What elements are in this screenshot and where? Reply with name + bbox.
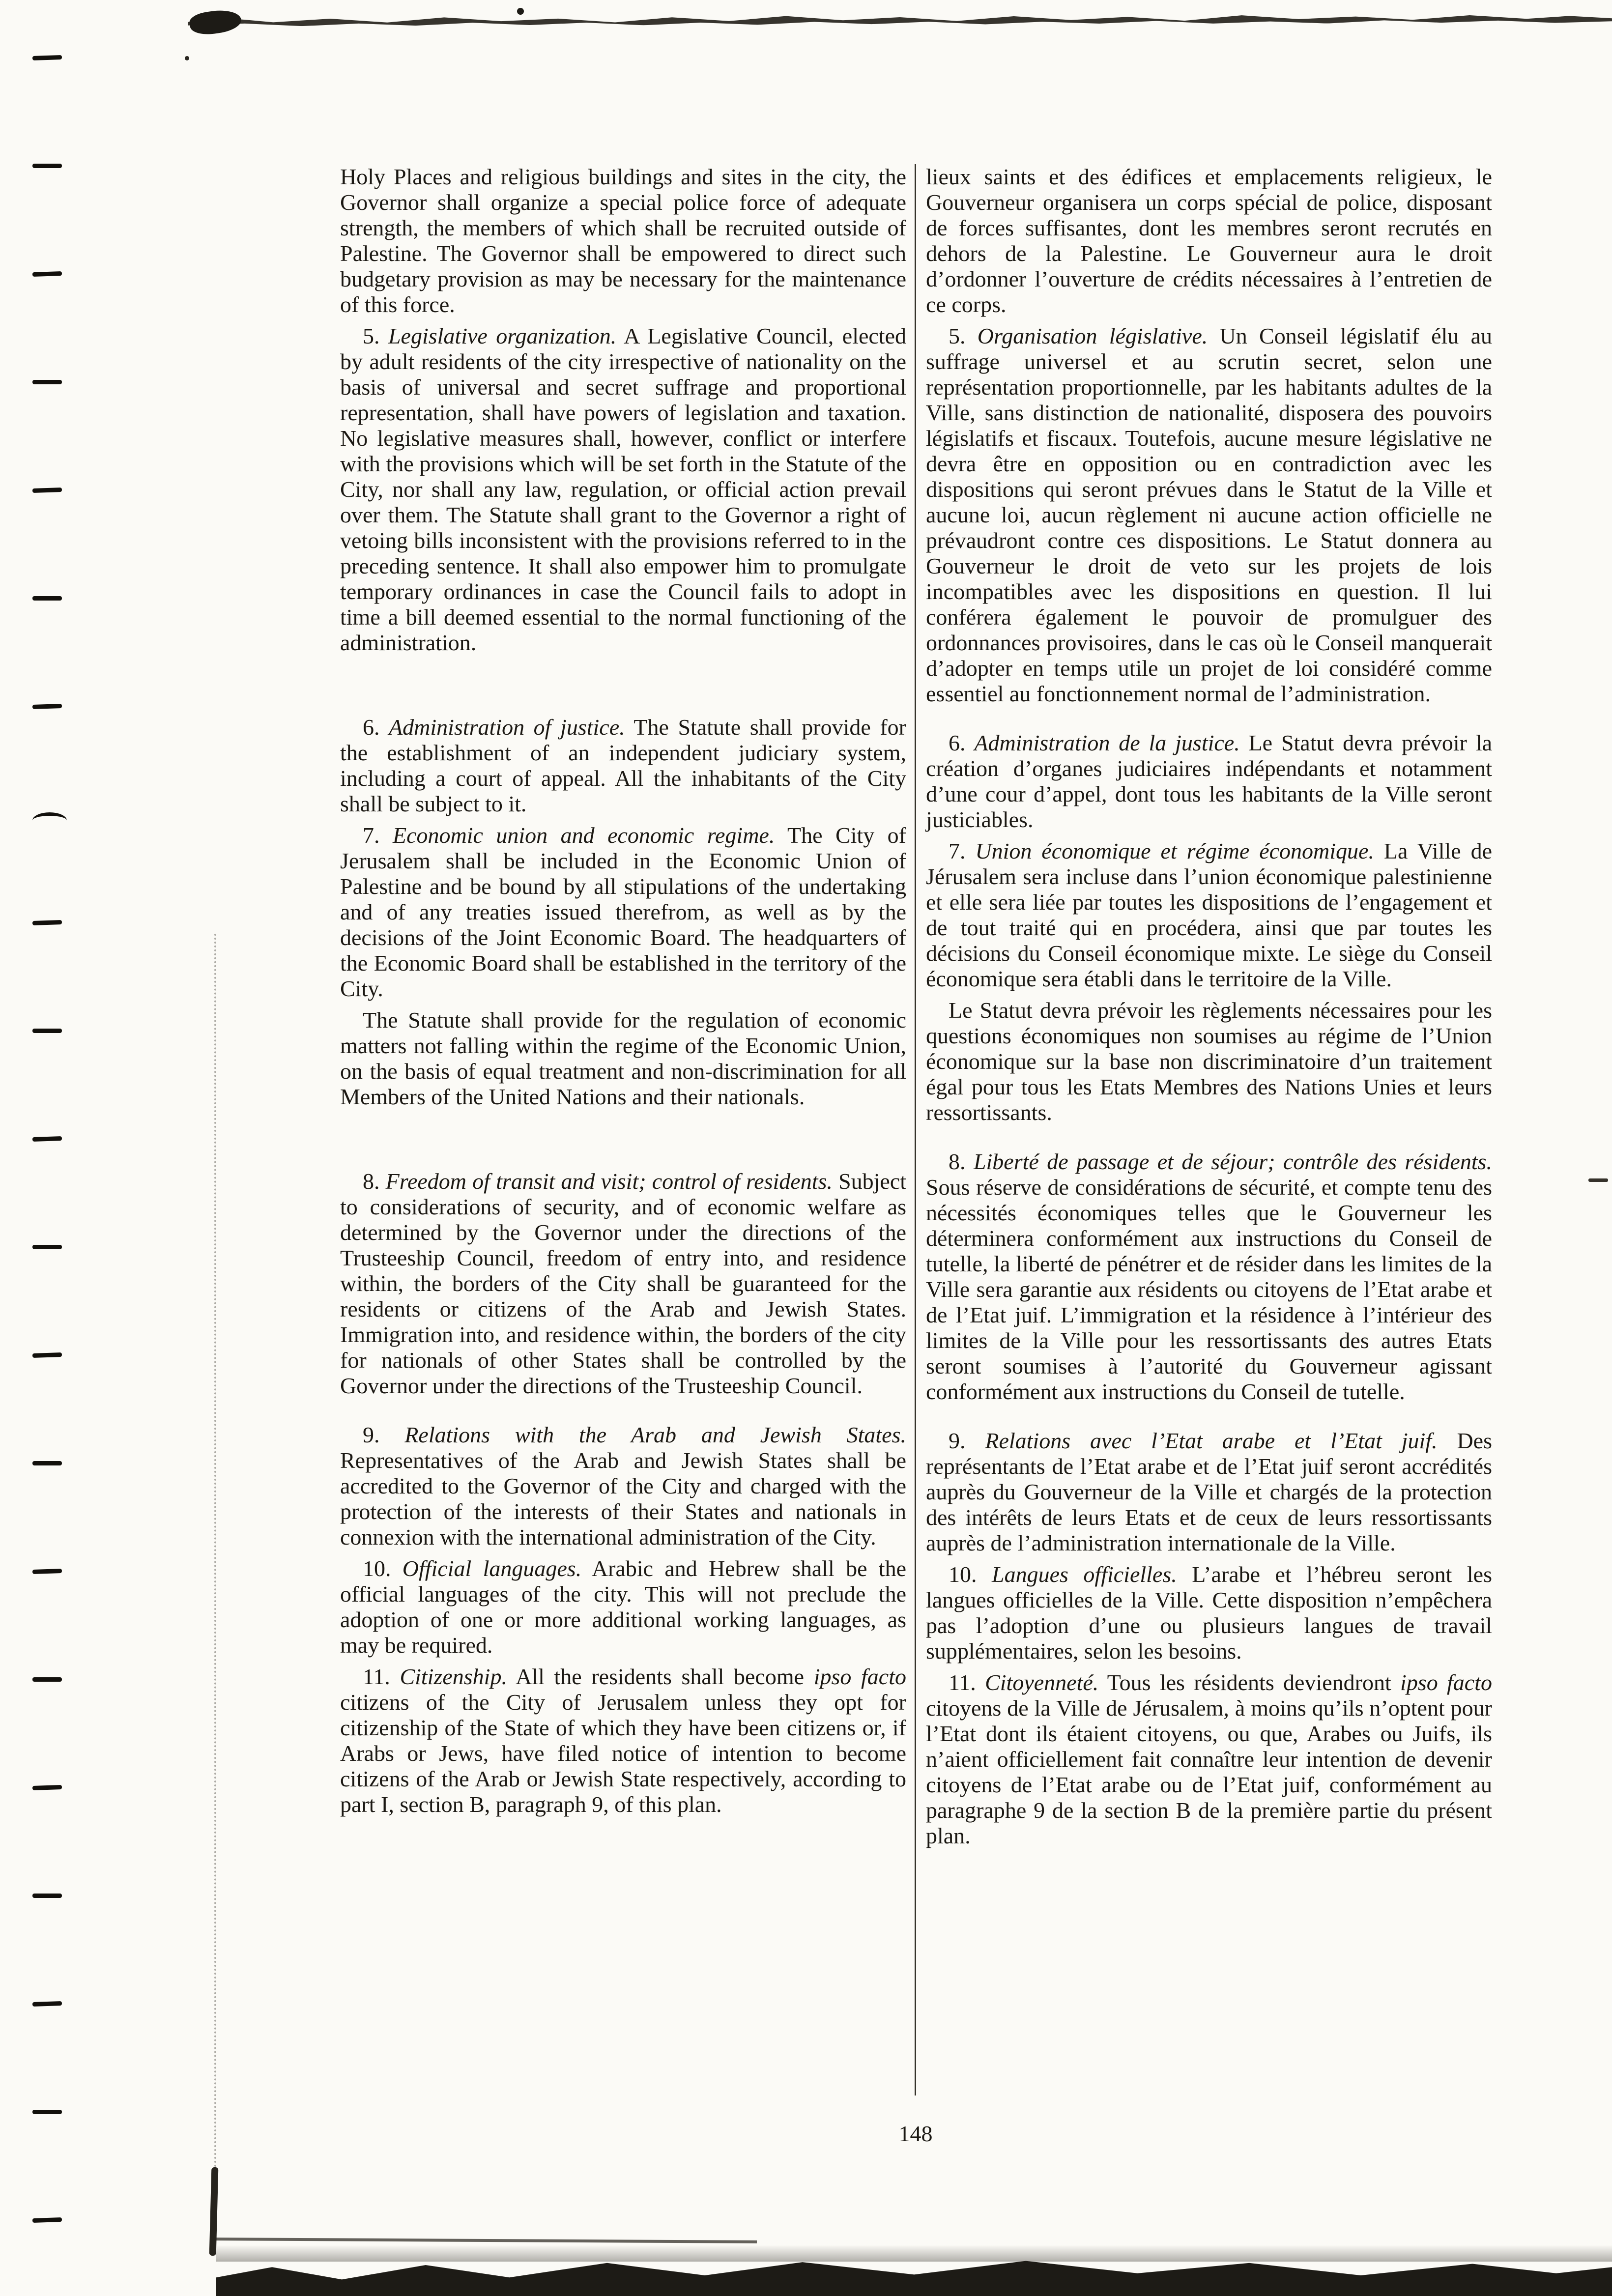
paragraph (926, 1670, 1492, 1849)
paragraph (340, 164, 906, 317)
paragraph (926, 164, 1492, 317)
margin-mark (32, 380, 62, 384)
margin-mark (32, 2217, 62, 2223)
paragraph-text: L’arabe et l’hébreu seront les langues officielles de la Ville. Cette disposition n’empêchera pas l’adoption d’une ou plusieurs langues de travail supplémentaires, selon les besoins. (926, 1562, 1493, 1664)
paragraph (340, 715, 906, 817)
paragraph-heading: Relations with the Arab and Jewish States. (404, 1422, 906, 1447)
paragraph-heading: Official languages. (402, 1556, 582, 1581)
paragraph-text: 11. (363, 1664, 400, 1689)
paragraph-heading: Citoyenneté. (985, 1670, 1099, 1695)
paragraph-text: 5. (949, 323, 978, 348)
paragraph-text: Sous réserve de considérations de sécurité, et compte tenu des nécessités économiques telles que le Gouverneur les déterminera conformément aux instructions du Conseil de tutelle, la liberté de pénétrer et de résider dans les limites de la Ville sera garantie aux résidents ou citoyens de l’Etat arabe et de l’Etat juif. L’immigration et la résidence à l’intérieur des limites de la Ville pour les ressortissants des autres Etats seront soumises à l’autorité du Gouverneur agissant conformément aux instructions du Conseil de tutelle. (926, 1175, 1492, 1404)
scan-artifact-dot (517, 8, 524, 15)
paragraph-text: citoyens de la Ville de Jérusalem, à moins qu’ils n’optent pour l’Etat dont ils étaient citoyens, ou que, Arabes ou Juifs, ils n’aient officiellement fait connaître leur intention de devenir citoyens de l’Etat arabe ou de l’Etat juif, conformément au paragraphe 9 de la section B de la première partie du présent plan. (926, 1695, 1492, 1848)
paragraph-heading: Relations avec l’Etat arabe et l’Etat juif. (985, 1428, 1438, 1453)
scan-artifact-blob (188, 7, 242, 37)
margin-mark (32, 920, 62, 925)
paragraph (340, 1169, 906, 1399)
paragraph-text: 9. (949, 1428, 985, 1453)
scan-artifact-bottom-streak (216, 2238, 757, 2243)
paragraph-heading: ipso facto (1400, 1670, 1492, 1695)
margin-mark (32, 1245, 62, 1249)
paragraph-heading: Legislative organization. (388, 323, 617, 348)
text-column-english (340, 164, 906, 1817)
paragraph-text: The Statute shall provide for the regulation of economic matters not falling within the regime of the Economic Union, on the basis of equal treatment and non-discrimination for all Members of the United Nations and their nationals. (340, 1007, 906, 1109)
margin-mark (32, 1785, 62, 1790)
margin-mark (32, 2001, 62, 2007)
margin-marks (0, 0, 79, 2296)
paragraph-text: 7. (949, 838, 976, 863)
paragraph (926, 1428, 1492, 1556)
paragraph-text: 8. (949, 1149, 974, 1174)
paragraph (926, 1149, 1492, 1405)
margin-mark (32, 271, 62, 277)
paragraph-heading: Citizenship. (400, 1664, 507, 1689)
column-divider (915, 164, 916, 2095)
paragraph-text: Des représentants de l’Etat arabe et de l’Etat juif seront accrédités auprès du Gouverneur de la Ville et chargés de la protection des intérêts de leurs Etats et de ceux de leurs ressortissants auprès de l’administration internationale de la Ville. (926, 1428, 1492, 1555)
paragraph-text: 10. (949, 1562, 992, 1587)
paragraph (340, 1422, 906, 1550)
margin-mark (32, 1029, 62, 1033)
paragraph-text: Subject to considerations of security, and of economic welfare as determined by the Governor under the directions of the Trusteeship Council, freedom of entry into, and residence within, the borders of the City shall be guaranteed for the residents or citizens of the Arab and Jewish States. Immigration into, and residence within, the borders of the city for nationals of other States shall be controlled by the Governor under the directions of the Trusteeship Council. (340, 1169, 907, 1398)
paragraph-text: 5. (363, 323, 388, 348)
scan-artifact-bottom-fade (216, 2245, 1612, 2262)
paragraph-text: A Legislative Council, elected by adult residents of the city irrespective of nationality on the basis of universal and secret suffrage and proportional representation, shall have powers of legislation and taxation. No legislative measures shall, however, conflict or interfere with the provisions which will be set forth in the Statute of the City, nor shall any law, regulation, or official action prevail over them. The Statute shall grant to the Governor a right of vetoing bills inconsistent with the provisions referred to in the preceding sentence. It shall also empower him to promulgate temporary ordinances in case the Council fails to adopt in time a bill deemed essential to the normal functioning of the administration. (340, 323, 907, 655)
paragraph-text: 8. (363, 1169, 386, 1194)
paragraph-text: The City of Jerusalem shall be included in the Economic Union of Palestine and be bound by all stipulations of the undertaking and of any treaties issued therefrom, as well as by the decisions of the Joint Economic Board. The headquarters of the Economic Board shall be established in the territory of the City. (340, 823, 906, 1001)
paragraph-heading: Economic union and economic regime. (392, 823, 775, 848)
margin-mark (32, 1569, 62, 1574)
paragraph-heading: Union économique et régime économique. (975, 838, 1374, 863)
paragraph-text: Holy Places and religious buildings and sites in the city, the Governor shall organize a special police force of adequate strength, the members of which shall be recruited outside of Palestine. The Governor shall be empowered to direct such budgetary provision as may be necessary for the maintenance of this force. (340, 164, 906, 317)
paragraph-text: Tous les résidents deviendront (1098, 1670, 1401, 1695)
scan-artifact-dot (185, 56, 189, 60)
paragraph-text: lieux saints et des édifices et emplacements religieux, le Gouverneur organisera un corps spécial de police, disposant de forces suffisantes, dont les membres seront recrutés en dehors de la Palestine. Le Gouverneur aura le droit d’ordonner l’ouverture de crédits nécessaires à l’entretien de ce corps. (926, 164, 1492, 317)
paragraph-text: 6. (949, 730, 975, 755)
paragraph-text: 11. (949, 1670, 985, 1695)
margin-mark (32, 704, 62, 709)
paragraph-text: citizens of the City of Jerusalem unless they opt for citizenship of the State of which they have been citizens or, if Arabs or Jews, have filed notice of intention to become citizens of the Arab or Jewish State respectively, according to part I, section B, paragraph 9, of this plan. (340, 1690, 906, 1817)
scan-artifact-dotted-line (214, 934, 216, 2172)
paragraph-heading: Freedom of transit and visit; control of residents. (385, 1169, 833, 1194)
paragraph (926, 323, 1492, 707)
paragraph-text: Representatives of the Arab and Jewish States shall be accredited to the Governor of the City and charged with the protection of the interests of their States and nationals in connexion with the international administration of the City. (340, 1448, 906, 1550)
text-column-french (926, 164, 1492, 1849)
paragraph-text: 6. (363, 715, 389, 740)
paragraph-text: 7. (363, 823, 393, 848)
margin-mark (32, 596, 62, 601)
paragraph (340, 823, 906, 1002)
margin-mark (32, 812, 67, 829)
paragraph (340, 323, 906, 656)
paragraph (340, 1007, 906, 1110)
paragraph (926, 838, 1492, 992)
paragraph (926, 1562, 1492, 1664)
scan-artifact-top-edge (188, 13, 1612, 27)
margin-mark (32, 1136, 62, 1142)
paragraph-heading: Administration of justice. (389, 715, 625, 740)
paragraph-text: Le Statut devra prévoir la création d’organes judiciaires indépendants et notamment d’une cour d’appel, dont tous les habitants de la Ville seront justiciables. (926, 730, 1493, 832)
paragraph-text: Arabic and Hebrew shall be the official languages of the city. This will not preclude the adoption of one or more additional working languages, as may be required. (340, 1556, 906, 1658)
paragraph-heading: Liberté de passage et de séjour; contrôle des résidents. (973, 1149, 1493, 1174)
paragraph-text: The Statute shall provide for the establishment of an independent judiciary system, including a court of appeal. All the inhabitants of the City shall be subject to it. (340, 715, 906, 816)
paragraph (340, 1556, 906, 1658)
margin-mark (32, 55, 62, 60)
paragraph-text: All the residents shall become (507, 1664, 814, 1689)
margin-mark (32, 1352, 62, 1358)
paragraph-heading: Langues officielles. (992, 1562, 1177, 1587)
margin-mark (32, 1461, 62, 1465)
paragraph (926, 998, 1492, 1125)
paragraph-text: La Ville de Jérusalem sera incluse dans l’union économique palestinienne et elle sera liée par toutes les dispositions de l’engagement et de tout traité qui en procédera, ainsi que par toutes les décisions du Conseil économique mixte. Le siège du Conseil économique sera établi dans le territoire de la Ville. (926, 838, 1492, 991)
margin-mark (32, 1894, 62, 1898)
paragraph-heading: Organisation législative. (977, 323, 1208, 348)
paragraph-text: 10. (363, 1556, 403, 1581)
paragraph-heading: Administration de la justice. (974, 730, 1240, 755)
paragraph (340, 1664, 906, 1817)
margin-mark (32, 2110, 62, 2114)
paragraph-heading: ipso facto (813, 1664, 906, 1689)
paragraph-text: Un Conseil législatif élu au suffrage universel et au scrutin secret, selon une représentation proportionnelle, par les habitants adultes de la Ville, sans distinction de nationalité, disposera des pouvoirs législatifs et fiscaux. Toutefois, aucune mesure législative ne devra être en opposition ou en contradiction avec les dispositions qui seront prévues dans le Statut de la Ville et aucune loi, aucun règlement ni aucune action officielle ne prévaudront contre ces dispositions. Le Statut donnera au Gouverneur le droit de veto sur les projets de lois incompatibles avec les dispositions en question. Il lui conférera également le pouvoir de promulguer des ordonnances provisoires, dans le cas où le Conseil manquerait d’adopter en temps utile un projet de loi considéré comme essentiel au fonctionnement normal de l’administration. (926, 323, 1493, 706)
margin-mark (32, 1677, 62, 1682)
page-number: 148 (898, 2121, 933, 2146)
margin-mark (32, 164, 62, 168)
paragraph-text: Le Statut devra prévoir les règlements nécessaires pour les questions économiques non soumises au régime de l’Union économique sur la base non discriminatoire d’un traitement égal pour tous les Etats Membres des Nations Unies et leurs ressortissants. (926, 998, 1492, 1125)
scan-artifact-smudge (209, 2167, 219, 2256)
paragraph-text: 9. (363, 1422, 405, 1447)
margin-mark (32, 488, 62, 493)
scan-artifact-dash (1588, 1178, 1608, 1182)
paragraph (926, 730, 1492, 832)
